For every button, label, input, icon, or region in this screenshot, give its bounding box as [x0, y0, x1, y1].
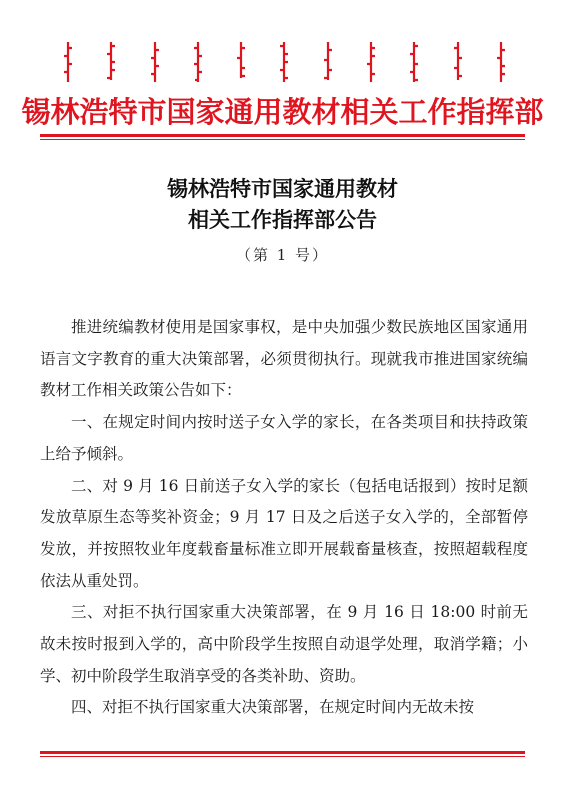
paragraph-item-3: 三、对拒不执行国家重大决策部署，在 9 月 16 日 18:00 时前无故未按时报到入学的，高中阶段学生按照自动退学处理，取消学籍；小学、初中阶段学生取消享受的各类补助、资助。 — [40, 603, 528, 685]
paragraph-intro: 推进统编教材使用是国家事权，是中央加强少数民族地区国家通用语言文字教育的重大决策部署，必须贯彻执行。现就我市推进国家统编教材工作相关政策公告如下： — [40, 318, 528, 400]
mongolian-word — [452, 40, 464, 84]
mongolian-word — [149, 40, 161, 84]
mongolian-word — [235, 40, 247, 84]
notice-title-line-2: 相关工作指挥部公告 — [188, 208, 377, 232]
notice-title-line-1: 锡林浩特市国家通用教材 — [167, 177, 398, 201]
paragraph-item-4: 四、对拒不执行国家重大决策部署，在规定时间内无故未按 — [71, 698, 475, 717]
mongolian-script-header — [62, 40, 507, 86]
red-divider-thick — [40, 134, 525, 137]
red-divider-thin — [40, 139, 525, 140]
mongolian-word — [495, 40, 507, 84]
mongolian-word — [105, 40, 117, 84]
mongolian-word — [365, 40, 377, 84]
paragraph-item-2: 二、对 9 月 16 日前送子女入学的家长（包括电话报到）按时足额发放草原生态等奖补资金；9 月 17 日及之后送子女入学的，全部暂停发放，并按照牧业年度载畜量标准立即开展载畜量核查，按照超载程度依法从重处罚。 — [40, 476, 528, 590]
paragraph-item-1: 一、在规定时间内按时送子女入学的家长，在各类项目和扶持政策上给予倾斜。 — [40, 413, 528, 463]
mongolian-word — [408, 40, 420, 84]
mongolian-word — [62, 40, 74, 84]
organization-masthead: 锡林浩特市国家通用教材相关工作指挥部 — [21, 95, 544, 129]
mongolian-word — [322, 40, 334, 84]
mongolian-word — [278, 40, 290, 84]
mongolian-word — [192, 40, 204, 84]
footer-divider-thin — [40, 756, 525, 757]
notice-body — [40, 312, 528, 724]
document-number: （第 1 号） — [235, 246, 330, 264]
footer-divider-thick — [40, 751, 525, 754]
